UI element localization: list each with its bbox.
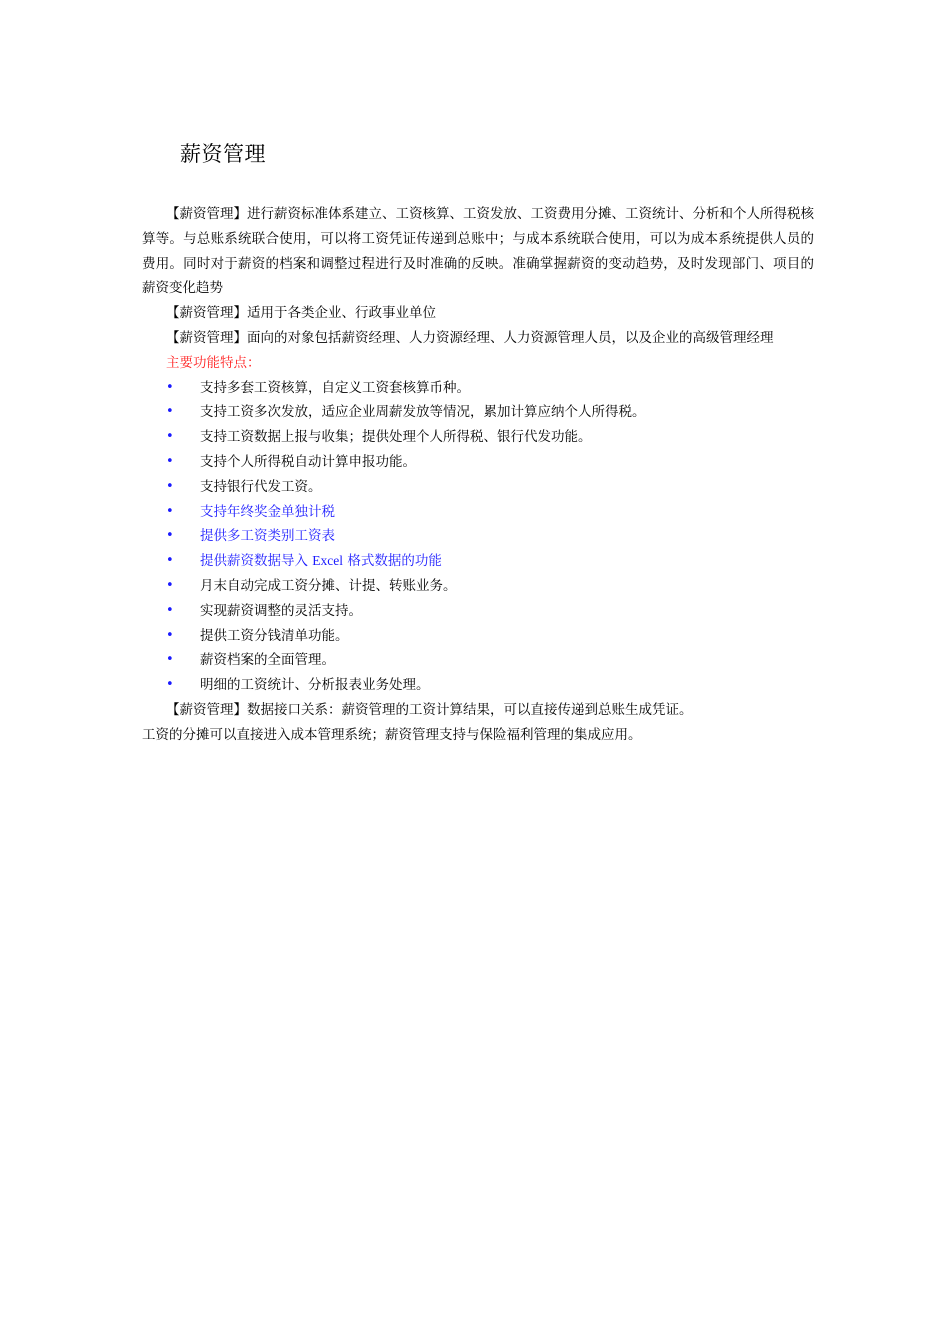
intro-paragraph: 【薪资管理】进行薪资标准体系建立、工资核算、工资发放、工资费用分摊、工资统计、分析和个人所得税核算等。与总账系统联合使用，可以将工资凭证传递到总账中；与成本系统联合使用，可以为成本系统提供人员的费用。同时对于薪资的档案和调整过程进行及时准确的反映。准确掌握薪资的变动趋势，及时发现部门、项目的薪资变化趋势 — [142, 206, 814, 297]
feature-text: 支持银行代发工资。 — [200, 478, 322, 495]
document-body — [142, 202, 814, 748]
interface-continuation: 工资的分摊可以直接进入成本管理系统；薪资管理支持与保险福利管理的集成应用。 — [142, 726, 642, 743]
feature-item — [142, 400, 814, 425]
feature-item — [142, 425, 814, 450]
feature-item — [142, 376, 814, 401]
document-title: 薪资管理 — [180, 142, 266, 166]
feature-text: 支持个人所得税自动计算申报功能。 — [200, 453, 416, 470]
feature-item — [142, 673, 814, 698]
bullet-icon: • — [166, 652, 174, 668]
feature-text: 实现薪资调整的灵活支持。 — [200, 602, 362, 619]
feature-item — [142, 450, 814, 475]
feature-text-after: 格式数据的功能 — [343, 553, 442, 570]
scope-paragraph: 【薪资管理】适用于各类企业、行政事业单位 — [166, 305, 436, 322]
audience-paragraph: 【薪资管理】面向的对象包括薪资经理、人力资源经理、人力资源管理人员，以及企业的高级管理经理 — [166, 329, 774, 346]
feature-text: 提供工资分钱清单功能。 — [200, 627, 349, 644]
bullet-icon: • — [166, 478, 174, 494]
bullet-icon: • — [166, 379, 174, 395]
bullet-icon: • — [166, 429, 174, 445]
bullet-icon: • — [166, 677, 174, 693]
feature-item — [142, 524, 814, 549]
feature-text: 月末自动完成工资分摊、计提、转账业务。 — [200, 577, 457, 594]
bullet-icon: • — [166, 404, 174, 420]
bullet-icon: • — [166, 553, 174, 569]
interface-paragraph: 【薪资管理】数据接口关系：薪资管理的工资计算结果，可以直接传递到总账生成凭证。 — [166, 701, 693, 718]
feature-text: 支持工资数据上报与收集；提供处理个人所得税、银行代发功能。 — [200, 429, 592, 446]
feature-item — [142, 549, 814, 574]
bullet-icon: • — [166, 528, 174, 544]
feature-text: 支持年终奖金单独计税 — [200, 503, 335, 520]
feature-item — [142, 648, 814, 673]
bullet-icon: • — [166, 503, 174, 519]
feature-text: 薪资档案的全面管理。 — [200, 652, 335, 669]
bullet-icon: • — [166, 453, 174, 469]
feature-item — [142, 475, 814, 500]
feature-list — [142, 376, 814, 698]
feature-text-before: 提供薪资数据导入 — [200, 553, 313, 570]
feature-text: 明细的工资统计、分析报表业务处理。 — [200, 677, 430, 694]
feature-item — [142, 624, 814, 649]
feature-item — [142, 574, 814, 599]
feature-item — [142, 500, 814, 525]
feature-text: 支持多套工资核算，自定义工资套核算币种。 — [200, 379, 470, 396]
feature-text-latin: Excel — [312, 553, 344, 569]
bullet-icon: • — [166, 602, 174, 618]
bullet-icon: • — [166, 627, 174, 643]
feature-text: 支持工资多次发放，适应企业周薪发放等情况，累加计算应纳个人所得税。 — [200, 404, 646, 421]
features-heading: 主要功能特点： — [166, 354, 261, 371]
bullet-icon: • — [166, 577, 174, 593]
feature-item — [142, 599, 814, 624]
feature-text: 提供多工资类别工资表 — [200, 528, 335, 545]
